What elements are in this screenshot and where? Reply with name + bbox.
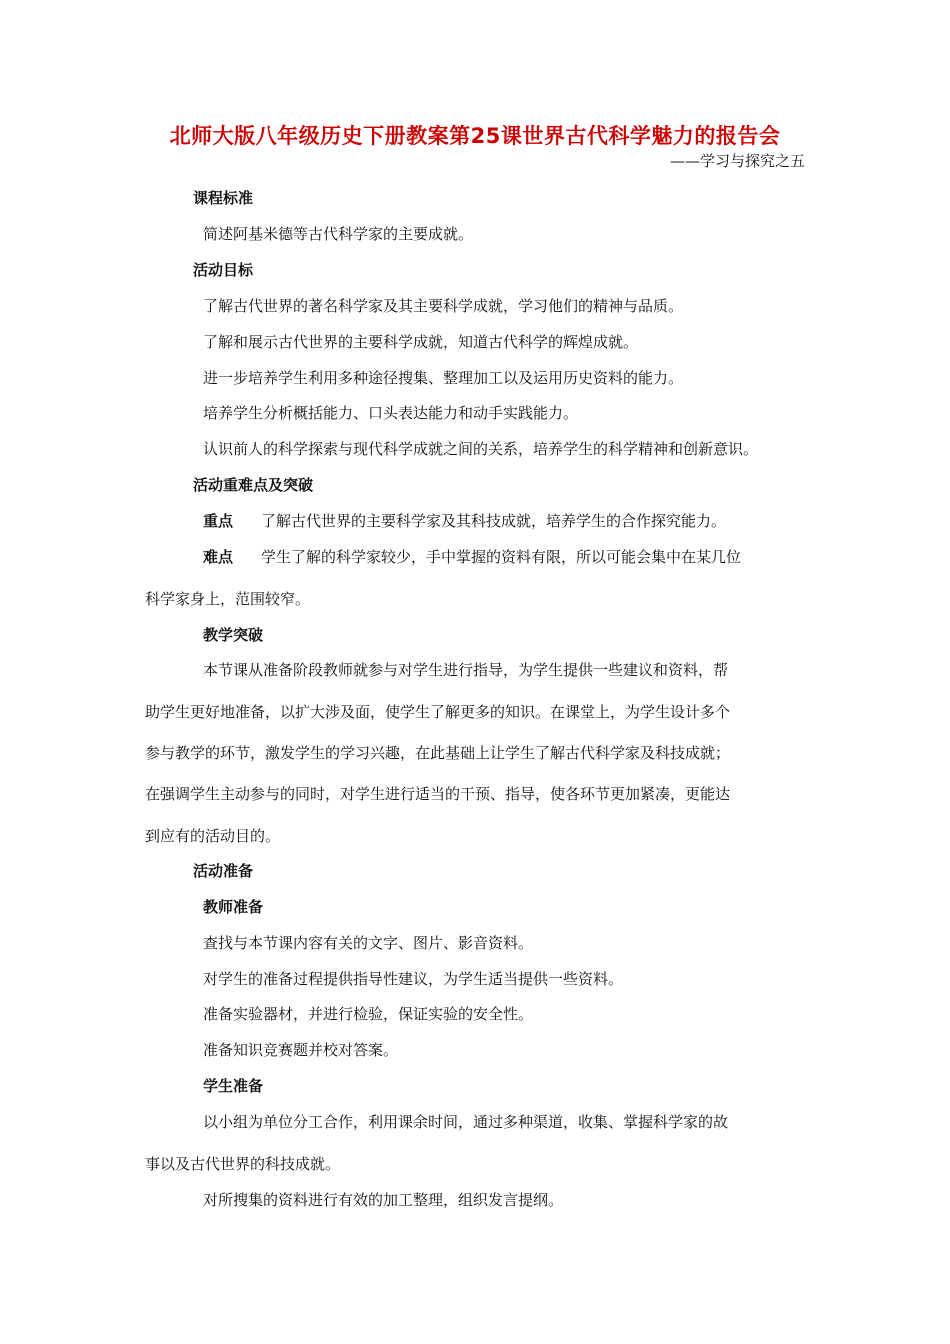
goal-item-1: 了解古代世界的著名科学家及其主要科学成就，学习他们的精神与品质。 (203, 297, 684, 315)
standard-text: 简述阿基米德等古代科学家的主要成就。 (203, 225, 474, 243)
breakthrough-line-5: 到应有的活动目的。 (145, 827, 281, 845)
key-point-text: 了解古代世界的主要科学家及其科技成就，培养学生的合作探究能力。 (261, 512, 727, 530)
breakthrough-heading: 教学突破 (203, 626, 264, 644)
breakthrough-line-1: 本节课从准备阶段教师就参与对学生进行指导，为学生提供一些建议和资料，帮 (203, 661, 729, 679)
document-title: 北师大版八年级历史下册教案第25课世界古代科学魅力的报告会 (169, 124, 781, 148)
breakthrough-line-4: 在强调学生主动参与的同时，对学生进行适当的干预、指导，使各环节更加紧凑，更能达 (145, 785, 731, 803)
difficulty-line-2: 科学家身上，范围较窄。 (145, 590, 311, 608)
goal-item-3: 进一步培养学生利用多种途径搜集、整理加工以及运用历史资料的能力。 (203, 369, 684, 387)
difficulty-row (203, 546, 741, 568)
student-prep-line-1: 以小组为单位分工合作，利用课余时间，通过多种渠道，收集、掌握科学家的故 (203, 1113, 729, 1131)
teacher-prep-item-1: 查找与本节课内容有关的文字、图片、影音资料。 (203, 934, 534, 952)
key-point-label: 重点 (203, 512, 234, 530)
goal-item-4: 培养学生分析概括能力、口头表达能力和动手实践能力。 (203, 404, 579, 422)
student-prep-line-3: 对所搜集的资料进行有效的加工整理，组织发言提纲。 (203, 1191, 564, 1209)
goal-item-5: 认识前人的科学探索与现代科学成就之间的关系，培养学生的科学精神和创新意识。 (203, 440, 759, 458)
breakthrough-line-2: 助学生更好地准备，以扩大涉及面，使学生了解更多的知识。在课堂上，为学生设计多个 (145, 703, 731, 721)
goals-heading: 活动目标 (193, 261, 254, 279)
document-subtitle: ——学习与探究之五 (669, 152, 805, 170)
goal-item-2: 了解和展示古代世界的主要科学成就，知道古代科学的辉煌成就。 (203, 333, 639, 351)
prep-heading: 活动准备 (193, 862, 254, 880)
teacher-prep-item-2: 对学生的准备过程提供指导性建议，为学生适当提供一些资料。 (203, 970, 624, 988)
teacher-prep-heading: 教师准备 (203, 898, 264, 916)
standard-heading: 课程标准 (193, 189, 254, 207)
key-heading: 活动重难点及突破 (193, 476, 314, 494)
teacher-prep-item-3: 准备实验器材，并进行检验，保证实验的安全性。 (203, 1005, 534, 1023)
teacher-prep-item-4: 准备知识竞赛题并校对答案。 (203, 1041, 399, 1059)
difficulty-line-1: 学生了解的科学家较少，手中掌握的资料有限，所以可能会集中在某几位 (261, 548, 742, 566)
difficulty-label: 难点 (203, 548, 234, 566)
student-prep-heading: 学生准备 (203, 1077, 264, 1095)
student-prep-line-2: 事以及古代世界的科技成就。 (145, 1155, 341, 1173)
breakthrough-line-3: 参与教学的环节，激发学生的学习兴趣，在此基础上让学生了解古代科学家及科技成就； (145, 744, 731, 762)
key-point-row (203, 510, 726, 532)
